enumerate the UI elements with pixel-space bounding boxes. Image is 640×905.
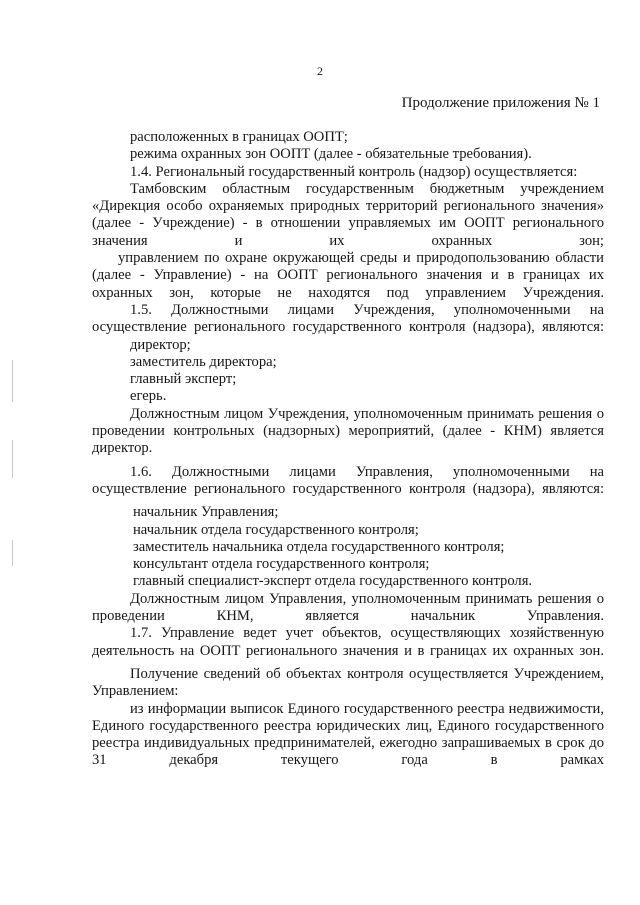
- list-item: начальник Управления;: [133, 504, 279, 521]
- paragraph: режима охранных зон ООПТ (далее - обязательные требования).: [130, 146, 532, 163]
- page-number: 2: [317, 64, 323, 78]
- paragraph: Получение сведений об объектах контроля осуществляется Учреждением, Управлением:: [92, 665, 604, 700]
- scan-edge-mark: [12, 540, 13, 566]
- paragraph: из информации выписок Единого государственного реестра недвижимости, Единого государственного реестра юридических лиц, Единого государственного реестра индивидуальных предпринимателей, ежегодно запрашиваемых в срок до 31 декабря текущего года в рамках: [92, 700, 604, 769]
- paragraph: 1.5. Должностными лицами Учреждения, уполномоченными на осуществление регионального государственного контроля (надзора), являются:: [92, 301, 604, 336]
- scan-edge-mark: [12, 360, 13, 402]
- list-item: егерь.: [130, 388, 167, 405]
- list-item: начальник отдела государственного контроля;: [133, 521, 419, 538]
- list-item: главный эксперт;: [130, 371, 237, 388]
- paragraph: 1.6. Должностными лицами Управления, уполномоченными на осуществление регионального государственного контроля (надзора), являются:: [92, 463, 604, 497]
- appendix-continuation-note: Продолжение приложения № 1: [401, 95, 600, 111]
- list-item: директор;: [130, 336, 191, 353]
- paragraph: расположенных в границах ООПТ;: [130, 129, 348, 145]
- list-item: консультант отдела государственного контроля;: [133, 556, 430, 573]
- paragraph: Тамбовским областным государственным бюджетным учреждением «Дирекция особо охраняемых природных территорий регионального значения» (далее - Учреждение) - в отношении управляемых им ООПТ регионального значения и их охранных зон;: [92, 180, 604, 249]
- document-body: [92, 129, 604, 770]
- paragraph: Должностным лицом Учреждения, уполномоченным принимать решения о проведении контрольных (надзорных) мероприятий, (далее - КНМ) является директор.: [92, 405, 604, 457]
- paragraph: Должностным лицом Управления, уполномоченным принимать решения о проведении КНМ, является начальник Управления.: [92, 590, 604, 625]
- paragraph: управлением по охране окружающей среды и природопользованию области (далее - Управление) - на ООПТ регионального значения и в границах их охранных зон, которые не находятся под управлением Учреждения.: [92, 250, 604, 301]
- paragraph: 1.7. Управление ведет учет объектов, осуществляющих хозяйственную деятельность на ООПТ регионального значения и в границах их охранных зон.: [92, 625, 604, 659]
- paragraph: 1.4. Региональный государственный контроль (надзор) осуществляется:: [130, 163, 578, 180]
- list-item: главный специалист-эксперт отдела государственного контроля.: [133, 573, 533, 590]
- list-item: заместитель директора;: [130, 353, 277, 370]
- scan-edge-mark: [12, 440, 13, 478]
- list-item: заместитель начальника отдела государственного контроля;: [133, 538, 505, 555]
